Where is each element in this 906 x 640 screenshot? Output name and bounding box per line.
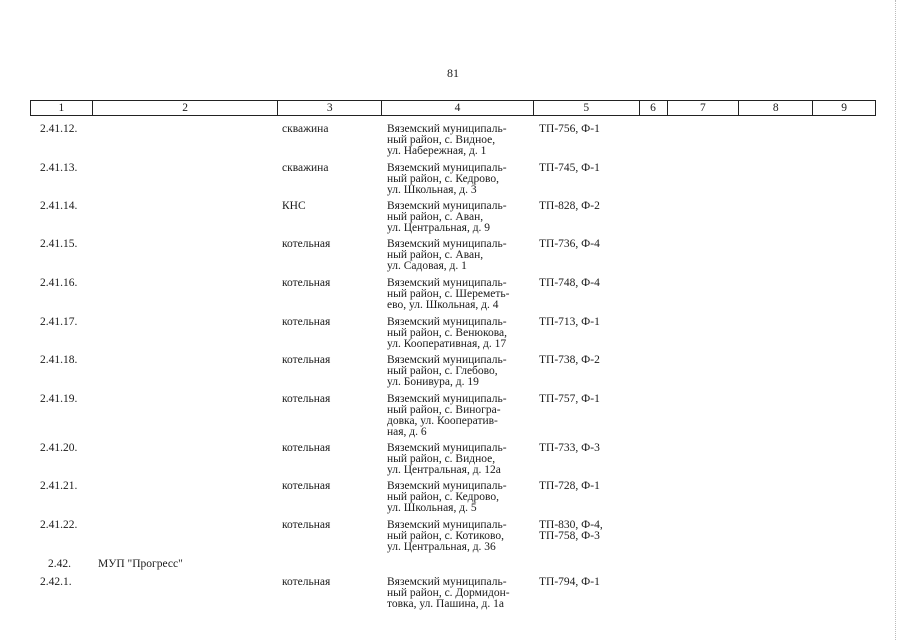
address-line: ул. Школьная, д. 5	[387, 502, 477, 514]
address-line: ул. Набережная, д. 1	[387, 145, 487, 157]
object-address	[387, 443, 535, 476]
row-number: 2.41.12.	[40, 123, 78, 135]
feed-line: ТП-745, Ф-1	[539, 162, 600, 174]
object-address	[387, 520, 535, 553]
feed-line: ТП-758, Ф-3	[539, 530, 600, 542]
address-line: ный район, с. Виногра-	[387, 404, 501, 416]
row-number: 2.42.1.	[40, 576, 72, 588]
header-col-8: 8	[739, 101, 813, 115]
right-edge-scan-line	[895, 0, 897, 640]
object-type: котельная	[282, 354, 331, 366]
row-number: 2.41.16.	[40, 277, 78, 289]
power-feed	[539, 520, 639, 542]
object-type: скважина	[282, 162, 329, 174]
power-feed	[539, 124, 639, 135]
object-address	[387, 481, 535, 514]
feed-line: ТП-736, Ф-4	[539, 238, 600, 250]
address-line: ул. Садовая, д. 1	[387, 260, 467, 272]
object-type: КНС	[282, 200, 306, 212]
object-type: котельная	[282, 316, 331, 328]
address-line: Вяземский муниципаль-	[387, 123, 507, 135]
object-address	[387, 577, 535, 610]
row-number: 2.41.13.	[40, 162, 78, 174]
object-type: котельная	[282, 277, 331, 289]
power-feed	[539, 481, 639, 492]
power-feed	[539, 355, 639, 366]
object-type: котельная	[282, 393, 331, 405]
power-feed	[539, 317, 639, 328]
address-line: ная, д. 6	[387, 426, 427, 438]
address-line: Вяземский муниципаль-	[387, 393, 507, 405]
address-line: ул. Центральная, д. 36	[387, 541, 496, 553]
header-col-4: 4	[382, 101, 534, 115]
object-type: котельная	[282, 480, 331, 492]
address-line: товка, ул. Пашина, д. 1а	[387, 598, 504, 610]
address-line: ный район, с. Видное,	[387, 453, 496, 465]
address-line: Вяземский муниципаль-	[387, 316, 507, 328]
object-address	[387, 124, 535, 157]
feed-line: ТП-830, Ф-4,	[539, 519, 603, 531]
table-header-row	[30, 100, 876, 116]
header-col-1: 1	[31, 101, 93, 115]
feed-line: ТП-738, Ф-2	[539, 354, 600, 366]
power-feed	[539, 278, 639, 289]
feed-line: ТП-728, Ф-1	[539, 480, 600, 492]
feed-line: ТП-757, Ф-1	[539, 393, 600, 405]
address-line: ный район, с. Аван,	[387, 249, 484, 261]
feed-line: ТП-828, Ф-2	[539, 200, 600, 212]
object-type: котельная	[282, 238, 331, 250]
address-line: ул. Бонивура, д. 19	[387, 376, 479, 388]
address-line: Вяземский муниципаль-	[387, 480, 507, 492]
address-line: Вяземский муниципаль-	[387, 442, 507, 454]
power-feed	[539, 577, 639, 588]
address-line: ул. Кооперативная, д. 17	[387, 338, 507, 350]
address-line: Вяземский муниципаль-	[387, 200, 507, 212]
object-address	[387, 239, 535, 272]
object-address	[387, 163, 535, 196]
address-line: Вяземский муниципаль-	[387, 519, 507, 531]
row-number: 2.41.21.	[40, 480, 78, 492]
feed-line: ТП-794, Ф-1	[539, 576, 600, 588]
row-number: 2.41.19.	[40, 393, 78, 405]
feed-line: ТП-748, Ф-4	[539, 277, 600, 289]
row-number: 2.41.18.	[40, 354, 78, 366]
address-line: ный район, с. Дормидон-	[387, 587, 510, 599]
address-line: ул. Центральная, д. 12а	[387, 464, 501, 476]
row-number: 2.41.17.	[40, 316, 78, 328]
feed-line: ТП-713, Ф-1	[539, 316, 600, 328]
address-line: довка, ул. Кооператив-	[387, 415, 498, 427]
page-number: 81	[447, 66, 459, 80]
address-line: ный район, с. Котиково,	[387, 530, 505, 542]
address-line: ный район, с. Кедрово,	[387, 173, 499, 185]
header-col-5: 5	[534, 101, 640, 115]
row-number: 2.42.	[48, 558, 71, 570]
header-col-2: 2	[93, 101, 279, 115]
object-type: котельная	[282, 519, 331, 531]
object-address	[387, 278, 535, 311]
address-line: ул. Центральная, д. 9	[387, 222, 491, 234]
header-col-9: 9	[841, 102, 847, 114]
power-feed	[539, 201, 639, 212]
object-address	[387, 394, 535, 438]
object-type: скважина	[282, 123, 329, 135]
address-line: ный район, с. Кедрово,	[387, 491, 499, 503]
address-line: Вяземский муниципаль-	[387, 576, 507, 588]
organization-name: МУП "Прогресс"	[98, 558, 183, 570]
header-col-7: 7	[668, 101, 740, 115]
header-col-6: 6	[640, 101, 668, 115]
object-address	[387, 317, 535, 350]
address-line: ул. Школьная, д. 3	[387, 184, 477, 196]
address-line: ный район, с. Аван,	[387, 211, 484, 223]
power-feed	[539, 443, 639, 454]
address-line: Вяземский муниципаль-	[387, 354, 507, 366]
row-number: 2.41.20.	[40, 442, 78, 454]
power-feed	[539, 394, 639, 405]
object-address	[387, 201, 535, 234]
header-col-3: 3	[278, 101, 382, 115]
power-feed	[539, 239, 639, 250]
object-type: котельная	[282, 576, 331, 588]
address-line: Вяземский муниципаль-	[387, 277, 507, 289]
object-type: котельная	[282, 442, 331, 454]
address-line: Вяземский муниципаль-	[387, 238, 507, 250]
row-number: 2.41.22.	[40, 519, 78, 531]
power-feed	[539, 163, 639, 174]
address-line: Вяземский муниципаль-	[387, 162, 507, 174]
address-line: ный район, с. Венюкова,	[387, 327, 507, 339]
address-line: ный район, с. Глебово,	[387, 365, 498, 377]
feed-line: ТП-733, Ф-3	[539, 442, 600, 454]
row-number: 2.41.14.	[40, 200, 78, 212]
address-line: ево, ул. Школьная, д. 4	[387, 299, 499, 311]
address-line: ный район, с. Видное,	[387, 134, 496, 146]
row-number: 2.41.15.	[40, 238, 78, 250]
feed-line: ТП-756, Ф-1	[539, 123, 600, 135]
object-address	[387, 355, 535, 388]
address-line: ный район, с. Шереметь-	[387, 288, 510, 300]
